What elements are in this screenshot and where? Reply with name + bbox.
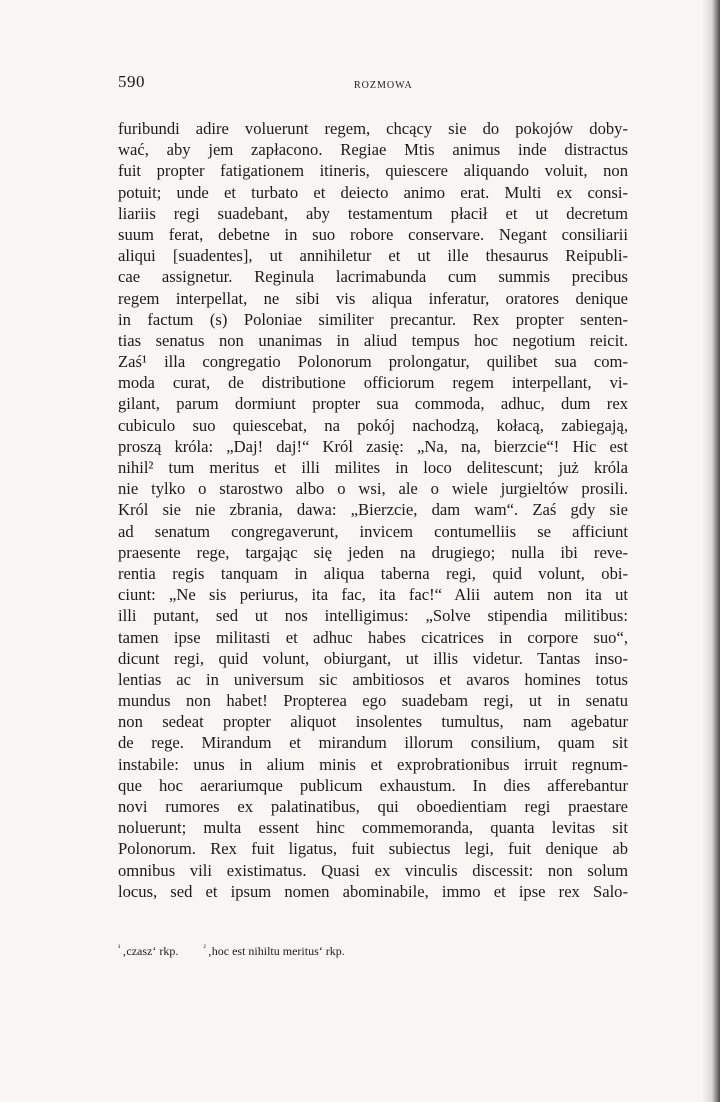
- text-line: gilant, parum dormiunt propter sua commoda, adhuc, dum rex: [118, 394, 628, 414]
- text-line: locus, sed et ipsum nomen abominabile, immo et ipse rex Salo-: [118, 881, 628, 901]
- text-line: cubiculo suo quiescebat, na pokój nachodzą, kołacą, zabiegają,: [118, 415, 628, 435]
- text-line: Polonorum. Rex fuit ligatus, fuit subiectus legi, fuit denique ab: [118, 839, 628, 859]
- text-line: wać, aby jem zapłacono. Regiae Mtis animus inde distractus: [118, 140, 628, 160]
- text-line: illi putant, sed ut nos intelligimus: „Solve stipendia militibus:: [118, 606, 628, 626]
- text-line: tamen ipse militasti et adhuc habes cicatrices in corpore suo“,: [118, 627, 628, 647]
- text-line: rentia regis tanquam in aliqua taberna regi, quid volunt, obi-: [118, 563, 628, 583]
- text-line: cae assignetur. Reginula lacrimabunda cum summis precibus: [118, 267, 628, 287]
- text-line: potuit; unde et turbato et deiecto animo erat. Multi ex consi-: [118, 182, 628, 202]
- text-line: liariis regi suadebant, aby testamentum płacił et ut decretum: [118, 203, 628, 223]
- text-line: dicunt regi, quid volunt, obiurgant, ut illis videtur. Tantas inso-: [118, 648, 628, 668]
- text-line: fuit propter fatigationem itineris, quiescere aliquando voluit, non: [118, 161, 628, 181]
- text-line: Król sie nie zbrania, dawa: „Bierzcie, dam wam“. Zaś gdy sie: [118, 500, 628, 520]
- running-head: ROZMOWA: [354, 80, 413, 91]
- text-line: moda curat, de distributione officiorum regem interpellant, vi-: [118, 373, 628, 393]
- text-line: regem interpellat, ne sibi vis aliqua inferatur, oratores denique: [118, 288, 628, 308]
- footnote-mark: ²: [203, 943, 206, 952]
- text-line: ciunt: „Ne sis periurus, ita fac, ita fac!“ Alii autem non ita ut: [118, 585, 628, 605]
- footnote-1: [118, 940, 178, 959]
- text-line: que hoc aerariumque publicum exhaustum. In dies afferebantur: [118, 775, 628, 795]
- text-line: omnibus vili existimatus. Quasi ex vinculis discessit: non solum: [118, 860, 628, 880]
- text-line: proszą króla: „Daj! daj!“ Król zasię: „Na, na, bierzcie“! Hic est: [118, 436, 628, 456]
- body-text: [118, 118, 628, 902]
- text-line: instabile: unus in alium minis et exprobrationibus irruit regnum-: [118, 754, 628, 774]
- page-header: [118, 72, 638, 96]
- text-line: nie tylko o starostwo albo o wsi, ale o wiele jurgieltów prosili.: [118, 479, 628, 499]
- text-line: noluerunt; multa essent hinc commemoranda, quanta levitas sit: [118, 818, 628, 838]
- text-line: novi rumores ex palatinatibus, qui oboedientiam regi praestare: [118, 797, 628, 816]
- text-line: praesente rege, targając się jeden na drugiego; nulla ibi reve-: [118, 542, 628, 562]
- text-line: mundus non habet! Propterea ego suadebam regi, ut in senatu: [118, 691, 628, 711]
- footnote-2: [203, 940, 344, 959]
- text-line: Zaś¹ illa congregatio Polonorum prolongatur, quilibet sua com-: [118, 352, 628, 372]
- text-line: furibundi adire voluerunt regem, chcący sie do pokojów doby-: [118, 119, 628, 138]
- page-number: 590: [118, 72, 145, 91]
- footnote-text: ‚hoc est nihiltu meritus‘ rkp.: [207, 944, 345, 958]
- footnotes: [118, 940, 618, 959]
- text-line: non sedeat propter aliquot insolentes tumultus, nam agebatur: [118, 712, 628, 732]
- text-line: tias senatus non unanimas in aliud tempus hoc negotium reicit.: [118, 330, 628, 350]
- text-line: lentias ac in universum sic ambitiosos et avaros homines totus: [118, 669, 628, 689]
- text-line: in factum (s) Poloniae similiter precantur. Rex propter senten-: [118, 309, 628, 329]
- text-line: aliqui [suadentes], ut annihiletur et ut ille thesaurus Reipubli-: [118, 246, 628, 266]
- page-edge-shadow: [702, 0, 720, 1102]
- text-line: de rege. Mirandum et mirandum illorum consilium, quam sit: [118, 733, 628, 753]
- footnote-text: ‚czasz‘ rkp.: [122, 944, 179, 958]
- text-line: ad senatum congregaverunt, invicem contumelliis se afficiunt: [118, 521, 628, 541]
- footnote-mark: ¹: [118, 943, 121, 952]
- text-line: suum ferat, debetne in suo robore conservare. Negant consiliarii: [118, 224, 628, 244]
- text-line: nihil² tum meritus et illi milites in loco delitescunt; już króla: [118, 458, 628, 477]
